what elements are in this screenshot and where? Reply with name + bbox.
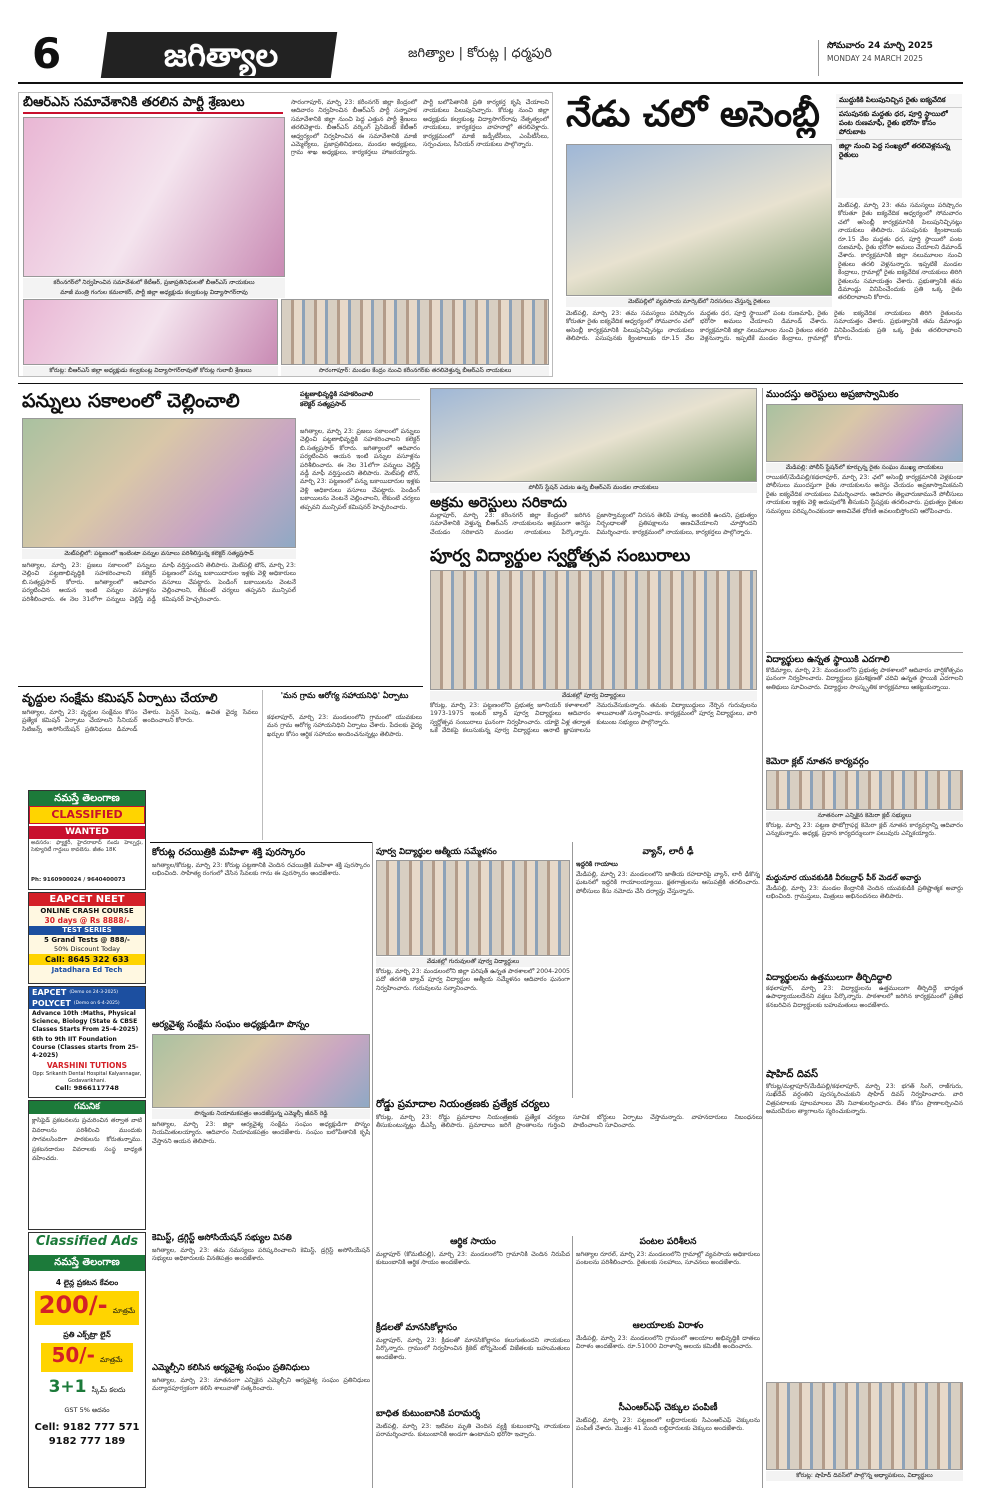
ad-classified-label: CLASSIFIED	[29, 806, 145, 824]
photo-collector	[22, 418, 296, 548]
story-body: కొడిమ్యాల, మార్చి 23: మండలంలోని ప్రభుత్వ పాఠశాలలో ఆదివారం వార్షికోత్సవం ఘనంగా నిర్వహించారు. విద్యార్థులు క్రమశిక్షణతో చదివి ఉన్నత స్థాయికి ఎదగాలని అతిథులు సూచించారు. విద్యార్థుల సాంస్కృతిక కార్యక్రమాలు ఆకట్టుకున్నాయి.	[766, 667, 963, 691]
offer-row	[29, 1376, 145, 1401]
ad-line: 30 days @ Rs 8888/-	[44, 916, 130, 925]
price-row	[41, 1343, 133, 1372]
ad-polycet	[28, 986, 146, 1098]
headline: ముందస్తు అరెస్టులు అప్రజాస్వామికం	[766, 389, 899, 400]
story-students-rise	[766, 652, 963, 752]
bullet-box	[836, 94, 962, 198]
headline: బీఆర్ఎస్ సమావేశానికి తరలిన పార్టీ శ్రేణులు	[23, 96, 283, 114]
ad-title: POLYCET	[32, 999, 71, 1008]
story-body: మల్లాపూర్, మార్చి 23: క్రీడలతో మానసికోల్లాసం కలుగుతుందని నాయకులు పేర్కొన్నారు. గ్రామంలో నిర్వహించిన క్రికెట్ టోర్నమెంట్ విజేతలకు బహుమతులు అందజేశారు.	[376, 1337, 570, 1361]
headline: ఎమ్మెల్సీని కలిసిన ఆర్యవైశ్య సంఘం ప్రతినిధులు	[152, 1363, 310, 1373]
story-body: జగిత్యాల రూరల్, మార్చి 23: మండలంలోని గ్రామాల్లో వ్యవసాయ అధికారులు పంటలను పరిశీలించారు. రైతులకు సలహాలు, సూచనలు అందజేశారు.	[576, 1251, 760, 1267]
ads-line: ప్రతి ఎక్స్‌ట్రా లైన్	[63, 1330, 111, 1339]
bullet-item: జిల్లా నుంచి పెద్ద సంఖ్యలో తరలివెళ్లనున్న రైతులు	[839, 142, 950, 159]
story-body: మేడిపల్లి, మార్చి 23: మండల కేంద్రానికి చెందిన యువకుడికి ప్రతిష్టాత్మక అవార్డు లభించింది. గ్రామస్తులు, మిత్రులు అభినందనలు తెలిపారు.	[766, 885, 963, 901]
story-alumni-meet	[376, 846, 570, 1096]
story-body: రాయికల్/మేడిపల్లి/కథలాపూర్, మార్చి 23: ఛలో అసెంబ్లీ కార్యక్రమానికి వెళ్లకుండా పోలీసులు ముందస్తుగా రైతు నాయకులను అరెస్టు చేయడం అప్రజాస్వామికమని రైతు ఐక్యవేదిక నాయకులు విమర్శించారు. ఆదివారం తెల్లవారుజామునే పోలీసులు నాయకుల ఇళ్లకు వెళ్లి అదుపులోకి తీసుకుని స్టేషన్లకు తరలించారు. ప్రభుత్వం రైతుల సమస్యలు పరిష్కరించకుండా అణచివేత ధోరణి అవలంబిస్తోందని ఆరోపించారు.	[766, 474, 963, 515]
story-crop-inspection	[576, 1236, 760, 1318]
section-title: జగిత్యాల	[163, 36, 279, 74]
photo-police-station	[430, 388, 757, 482]
ad-cell: Cell: 9866117748	[55, 1084, 119, 1092]
photo-brs-2	[23, 299, 278, 365]
bullet-item: పట్టణాభివృద్ధికి సహకరించాలి	[300, 390, 420, 400]
caption: పొన్నంకు నియామకపత్రం అందజేస్తున్న ఎమ్మెల్సీ జీవన్ రెడ్డి	[152, 1109, 370, 1119]
story-shahid-diwas	[766, 1068, 963, 1488]
ad-line: TEST SERIES	[29, 926, 145, 935]
story-camera-club	[766, 756, 963, 868]
story-body: జగిత్యాల, మార్చి 23: జిల్లా ఆర్యవైశ్య సంక్షేమ సంఘం అధ్యక్షుడిగా పొన్నం నియమితులయ్యారు. ఆదివారం నియామకపత్రం అందజేశారు. సంఘం బలోపేతానికి కృషి చేస్తానని ఆయన తెలిపారు.	[152, 1121, 370, 1145]
caption: మేడిపల్లి: పోలీస్ స్టేషన్‌లో కూర్చున్న రైతు సంఘం ముఖ్య నాయకులు	[766, 463, 963, 473]
story-body: జగిత్యాల, మార్చి 23: నూతనంగా ఎన్నికైన ఎమ్మెల్సీని ఆర్యవైశ్య సంఘం ప్రతినిధులు మర్యాదపూర్వకంగా కలిసి శాలువాతో సత్కరించారు.	[152, 1377, 370, 1393]
caption: మెట్‌పల్లిలో వ్యవసాయ మార్కెట్‌లో నిరసనలు చేస్తున్న రైతులు	[566, 297, 832, 307]
headline: ఆర్యవైశ్య సంక్షేమ సంఘం అధ్యక్షుడిగా పొన్నం	[152, 1020, 310, 1030]
ads-logo: Classified Ads	[35, 1234, 139, 1249]
headline: ఆలయాలకు విరాళం	[632, 1321, 704, 1331]
caption: పోలీస్ స్టేషన్ ఎదుట ఉన్న బీఆర్ఎస్ మండల నాయకులు	[430, 483, 757, 493]
notice-body: క్లాసిఫైడ్ ప్రకటనలను ప్రచురించిన తర్వాత వాటి వివరాలను పరిశీలించి ముందుకు సాగవలసిందిగా పాఠకులను కోరుతున్నాము. ప్రకటనదారుల వివరాలకు సంస్థ బాధ్యత వహించదు.	[32, 1117, 142, 1162]
caption: మాజీ మంత్రి గంగుల కమలాకర్, పార్టీ జిల్లా అధ్యక్షుడు కల్వకుంట్ల విద్యాసాగర్‌రావు	[23, 288, 285, 298]
story-temple-donation	[576, 1320, 760, 1400]
ad-wanted-phone: Ph: 9160900024 / 9640400073	[31, 877, 126, 883]
ad-cell: 9182 777 189	[48, 1436, 126, 1447]
story-alumni-golden	[430, 544, 757, 762]
date-telugu: సోమవారం 24 మార్చి 2025	[827, 41, 933, 51]
page-number: 6	[32, 29, 62, 78]
story-sports	[376, 1322, 570, 1406]
date-english: MONDAY 24 MARCH 2025	[827, 54, 923, 63]
divider	[18, 686, 423, 687]
story-body: కోరుట్ల, మార్చి 23: మండలంలోని జిల్లా పరిషత్ ఉన్నత పాఠశాలలో 2004-2005 పదో తరగతి బ్యాచ్ పూర్వ విద్యార్థుల ఆత్మీయ సమ్మేళనం ఆదివారం ఘనంగా నిర్వహించారు. గురువులను సన్మానించారు.	[376, 968, 570, 992]
ads-price: 50/-	[51, 1343, 95, 1367]
caption: నూతనంగా ఎన్నికైన కెమెరా క్లబ్ సభ్యులు	[766, 811, 963, 821]
photo-brs-3	[281, 299, 549, 365]
bullet-item: కలెక్టర్ సత్యప్రసాద్	[300, 400, 346, 408]
headline: బాధిత కుటుంబానికి పరామర్శ	[376, 1409, 480, 1419]
ads-unit: మాత్రమే	[112, 1307, 136, 1315]
ad-name: Jatadhara Ed Tech	[51, 966, 123, 974]
story-body: మెట్‌పల్లి, మార్చి 23: పట్టణంలో లబ్ధిదారులకు సీఎంఆర్ఎఫ్ చెక్కులను పంపిణీ చేశారు. మొత్తం 41 మంది లబ్ధిదారులకు చెక్కులు అందజేశారు.	[576, 1417, 760, 1433]
ad-title: EAPCET NEET	[29, 893, 145, 906]
ad-address: Opp: Srikanth Dental Hospital Kalyannagar, Godavarikhani.	[32, 1071, 142, 1084]
bullet-item: ముద్దుకికి పిలుపునిచ్చిన రైతు ఐక్యవేదిక	[836, 94, 962, 108]
story-body-right: జగిత్యాల, మార్చి 23: ప్రజలు సకాలంలో పన్నులు చెల్లించి పట్టణాభివృద్ధికి సహకరించాలని కలెక్టర్ బి.సత్యప్రసాద్ కోరారు. జగిత్యాలలో ఆదివారం పర్యటించిన ఆయన ఇంటి పన్నుల వసూళ్లను పరిశీలించారు. ఈ నెల 31లోగా పన్నులు చెల్లిస్తే వడ్డీ మాఫీ వర్తిస్తుందని తెలిపారు. మెట్‌పల్లి టౌన్, మార్చి 23: పట్టణంలో పన్ను బకాయిదారుల ఇళ్లకు వెళ్లి అధికారులు వసూలు చేపట్టారు. పెండింగ్ బకాయిలను వెంటనే చెల్లించాలని, లేకుంటే చర్యలు తప్పవని మున్సిపల్ కమిషనర్ హెచ్చరించారు.	[300, 428, 420, 511]
ads-brand: నమస్తే తెలంగాణ	[29, 1255, 145, 1271]
ads-line: 4 లైన్ల ప్రకటన కేవలం	[55, 1278, 119, 1287]
headline: విద్యార్థులను ఉత్తములుగా తీర్చిదిద్దాలి	[766, 973, 892, 983]
story-elderly-commission	[18, 690, 258, 786]
headline: వృద్ధుల సంక్షేమ కమిషన్ ఏర్పాటు చేయాలి	[22, 691, 218, 705]
ad-call: Call: 8645 322 633	[29, 954, 145, 965]
ad-title: EAPCET	[32, 988, 67, 997]
caption: కోరుట్ల: షాహిద్ దివస్‌లో పాల్గొన్న అధ్యాపకులు, విద్యార్థులు	[766, 1471, 963, 1481]
story-village-health-fund	[262, 690, 423, 840]
photo-alumni	[430, 570, 757, 690]
masthead-subtitle: జగిత్యాల | కోరుట్ల | ధర్మపురి	[408, 46, 552, 61]
ad-wanted-text: అవసరం: ఫ్యాక్టరీ, హైదరాబాద్ నందు హెల్పర్లు, సెక్యూరిటీ గార్డులు కావలెను. జీతం 18K	[31, 840, 143, 853]
story-body: కథలాపూర్, మార్చి 23: మండలంలోని గ్రామంలో యువకులు మన గ్రామ ఆరోగ్య సహాయనిధిని ఏర్పాటు చేశారు. పేదలకు వైద్య ఖర్చుల కోసం ఆర్థిక సహాయం అందించనున్నట్లు తెలిపారు.	[267, 714, 422, 738]
headline: పూర్వ విద్యార్థుల ఆత్మీయ సమ్మేళనం	[376, 847, 497, 857]
story-illegal-arrests	[430, 388, 757, 538]
headline: క్రీడలతో మానసికోల్లాసం	[376, 1323, 458, 1333]
headline: సీఎంఆర్ఎఫ్ చెక్కుల పంపిణీ	[618, 1403, 718, 1413]
headline: నేడు చలో అసెంబ్లీ	[566, 94, 820, 135]
ads-price: 200/-	[38, 1291, 108, 1319]
ad-body: Advance 10th :Maths, Physical Science, Biology (State & CBSE Classes Starts From 25-4-2025)	[32, 1010, 139, 1033]
column-divider	[572, 1236, 573, 1488]
headline: పంటల పరిశీలన	[639, 1237, 697, 1247]
headline: అక్రమ అరెస్టులు సరికాదు	[430, 495, 568, 511]
story-body: కోరుట్ల, మార్చి 23: రోడ్డు ప్రమాదాల నియంత్రణకు ప్రత్యేక చర్యలు తీసుకుంటున్నట్లు డీఎస్పీ తెలిపారు. ప్రమాదాలు జరిగే ప్రాంతాలను గుర్తించి సూచిక బోర్డులు ఏర్పాటు చేస్తామన్నారు. వాహనదారులు నిబంధనలు పాటించాలని సూచించారు.	[376, 1114, 762, 1130]
headline: షాహిద్ దివస్	[766, 1069, 819, 1080]
caption: సారంగాపూర్: మండల కేంద్రం నుంచి కరీంనగర్‌కు తరలివెళ్తున్న బీఆర్ఎస్ నాయకులు	[281, 366, 549, 376]
story-van-lorry	[576, 846, 760, 1096]
ads-offer: 3+1	[48, 1377, 87, 1397]
story-taxes	[18, 388, 423, 680]
ad-classified-rates	[28, 1232, 146, 1488]
divider	[18, 383, 963, 384]
ads-unit: మాత్రమే	[100, 1356, 123, 1364]
headline: పన్నులు సకాలంలో చెల్లించాలి	[22, 390, 240, 412]
story-body: జగిత్యాల, మార్చి 23: ప్రజలు సకాలంలో పన్నులు చెల్లించి పట్టణాభివృద్ధికి సహకరించాలని కలెక్టర్ బి.సత్యప్రసాద్ కోరారు. జగిత్యాలలో ఆదివారం పర్యటించిన ఆయన ఇంటి పన్నుల వసూళ్లను పరిశీలించారు. ఈ నెల 31లోగా పన్నులు చెల్లిస్తే వడ్డీ మాఫీ వర్తిస్తుందని తెలిపారు. మెట్‌పల్లి టౌన్, మార్చి 23: పట్టణంలో పన్ను బకాయిదారుల ఇళ్లకు వెళ్లి అధికారులు వసూలు చేపట్టారు. పెండింగ్ బకాయిలను వెంటనే చెల్లించాలని, లేకుంటే చర్యలు తప్పవని మున్సిపల్ కమిషనర్ హెచ్చరించారు.	[22, 562, 296, 603]
story-body: జగిత్యాల/కోరుట్ల, మార్చి 23: కోరుట్ల పట్టణానికి చెందిన రచయిత్రికి మహిళా శక్తి పురస్కారం లభించింది. సాహిత్య రంగంలో చేసిన సేవలకు గాను ఈ పురస్కారం అందజేశారు.	[152, 862, 370, 878]
caption: కరీంనగర్‌లో నిర్వహించిన సమావేశంలో కేటీఆర్, ప్రజాప్రతినిధులతో బీఆర్ఎస్ నాయకులు	[23, 278, 285, 288]
headline: మద్దునూర యువకుడికి వీరబద్రాఫ్ పీఠ్ మెడల్ అవార్డు	[766, 873, 921, 882]
story-body: మేడిపల్లి, మార్చి 23: మండలంలోని గ్రామంలో ఆలయాల అభివృద్ధికి దాతలు విరాళం అందజేశారు. రూ.51000 విరాళాన్ని ఆలయ కమిటీకి అందించారు.	[576, 1335, 760, 1351]
story-financial-aid	[376, 1236, 570, 1320]
story-body: మల్లాపూర్ (కోమటిపల్లి), మార్చి 23: మండలంలోని గ్రామానికి చెందిన నిరుపేద కుటుంబానికి ఆర్థిక సాయం అందజేశారు.	[376, 1251, 570, 1267]
ad-line: 50% Discount Today	[54, 945, 120, 953]
ad-note: (Demo on 6-4-2025)	[73, 1001, 120, 1006]
headline: కెమెరా క్లబ్ నూతన కార్యవర్గం	[766, 757, 869, 767]
story-aryavysya-president	[152, 1018, 370, 1230]
ad-varshini: VARSHINI TUTIONS	[46, 1061, 128, 1070]
story-body-continued: మెట్‌పల్లి, మార్చి 23: తమ సమస్యలు పరిష్కారం కోరుతూ రైతు ఐక్యవేదిక ఆధ్వర్యంలో సోమవారం చలో అసెంబ్లీ కార్యక్రమానికి పిలుపునిచ్చినట్లు నాయకులు తెలిపారు. పసుపునకు క్వింటాలుకు రూ.15 వేల మద్దతు ధర, పూర్తి స్థాయిలో పంట రుణమాఫీ, రైతు భరోసా అమలు చేయాలని డిమాండ్ చేశారు. కార్యక్రమానికి జిల్లా నలుమూలల నుంచి రైతులు తరలి వెళ్లనున్నారు. ఇప్పటికే మండల కేంద్రాలు, గ్రామాల్లో రైతు ఐక్యవేదిక నాయకులు తిరిగి రైతులను సమాయత్తం చేశారు. ప్రభుత్వానికి తమ డిమాండ్లు వినిపించేందుకు ప్రతి ఒక్క రైతు తరలిరావాలని కోరారు.	[838, 202, 962, 302]
story-medal-award	[766, 872, 963, 970]
story-body: జగిత్యాల, మార్చి 23: తమ సమస్యలు పరిష్కరించాలని కెమిస్ట్, డ్రగ్గిస్ట్ అసోసియేషన్ సభ్యులు అధికారులకు వినతిపత్రం అందజేశారు.	[152, 1247, 370, 1263]
photo-aryavysya	[152, 1034, 370, 1108]
ad-note: (Demo on 24-3-2025)	[69, 990, 118, 995]
story-body: మెట్‌పల్లి, మార్చి 23: ఇటీవల మృతి చెందిన వ్యక్తి కుటుంబాన్ని నాయకులు పరామర్శించారు. కుటుంబానికి అండగా ఉంటామని భరోసా ఇచ్చారు.	[376, 1423, 570, 1439]
bullet-item: పసుపునకు మద్దతు ధర, పూర్తి స్థాయిలో పంట రుణమాఫీ, రైతు భరోసా కోసం పోరుబాట	[836, 108, 962, 140]
ad-brand: నమస్తే తెలంగాణ	[29, 791, 145, 806]
ads-offer-note: స్కీమ్ కలదు	[91, 1386, 126, 1394]
column-divider	[762, 388, 763, 1488]
photo-farmers-protest	[566, 144, 832, 296]
subhead: ఇద్దరికి గాయాలు	[576, 860, 618, 868]
caption: వేడుకల్లో పూర్వ విద్యార్థులు	[430, 691, 757, 701]
ad-notice	[28, 1100, 146, 1230]
story-body: మేడిపల్లి, మార్చి 23: మండలంలోని జాతీయ రహదారిపై వ్యాన్, లారీ ఢీకొన్న ఘటనలో ఇద్దరికి గాయాలయ్యాయి. క్షతగాత్రులను ఆసుపత్రికి తరలించారు. పోలీసులు కేసు నమోదు చేసి దర్యాప్తు చేస్తున్నారు.	[576, 871, 760, 895]
ad-cell: Cell: 9182 777 571	[34, 1422, 140, 1433]
bullet-box	[300, 390, 420, 426]
divider	[150, 842, 372, 843]
story-body: మల్లాపూర్, మార్చి 23: కరీంనగర్ జిల్లా కేంద్రంలో జరిగిన సమావేశానికి వెళ్తున్న బీఆర్ఎస్ నాయకులను అక్రమంగా అరెస్టు చేయడం సరికాదని మండల నాయకులు పేర్కొన్నారు. ప్రజాస్వామ్యంలో నిరసన తెలిపే హక్కు అందరికీ ఉందని, ప్రభుత్వం నిర్బంధాలతో ప్రతిపక్షాలను అణచివేయాలని చూస్తోందని విమర్శించారు. కార్యక్రమంలో నాయకులు, కార్యకర్తలు పాల్గొన్నారు.	[430, 512, 757, 536]
masthead-date	[818, 40, 963, 76]
story-body: కోరుట్ల/మల్లాపూర్/మేడిపల్లి/కథలాపూర్, మార్చి 23: భగత్ సింగ్, రాజ్‌గురు, సుఖ్‌దేవ్ వర్ధంతిని పురస్కరించుకుని షాహిద్ దివస్ నిర్వహించారు. వారి చిత్రపటాలకు పూలమాలలు వేసి నివాళులర్పించారు. దేశం కోసం ప్రాణాలర్పించిన అమరవీరుల త్యాగాలను స్మరించుకున్నారు.	[766, 1083, 963, 1116]
caption: మెట్‌పల్లిలో: పట్టణంలో ఇంటింటా పన్నుల వసూలు పరిశీలిస్తున్న కలెక్టర్ సత్యప్రసాద్	[22, 549, 296, 559]
ad-title-row	[29, 987, 145, 998]
story-road-accidents	[376, 1098, 762, 1234]
story-preemptive-arrests	[766, 388, 963, 650]
price-row	[35, 1291, 139, 1325]
story-body: జగిత్యాల, మార్చి 23: వృద్ధుల సంక్షేమం కోసం ప్రత్యేక కమిషన్ ఏర్పాటు చేయాలని సీనియర్ సిటిజన్స్ అసోసియేషన్ ప్రతినిధులు డిమాండ్ చేశారు. పెన్షన్ పెంపు, ఉచిత వైద్య సేవలు అందించాలని కోరారు.	[22, 709, 258, 733]
headline: కోరుట్ల రచయిత్రికి మహిళా శక్తి పురస్కారం	[152, 847, 306, 858]
column-divider	[572, 842, 573, 1098]
headline: విద్యార్థులు ఉన్నత స్థాయికి ఎదగాలి	[766, 652, 963, 667]
ad-line: ONLINE CRASH COURSE	[40, 907, 134, 915]
headline: ఆర్థిక సాయం	[450, 1237, 496, 1247]
headline: కెమిస్ట్, డ్రగ్గిస్ట్ అసోసియేషన్ సభ్యుల వినతి	[152, 1233, 292, 1243]
headline: వ్యాన్, లారీ ఢీ	[642, 847, 694, 857]
photo-shahid-diwas	[766, 1382, 963, 1470]
headline: రోడ్డు ప్రమాదాల నియంత్రణకు ప్రత్యేక చర్యలు	[376, 1099, 550, 1110]
story-cmrf-cheques	[576, 1402, 760, 1488]
photo-brs-1	[23, 117, 285, 277]
ad-title-row	[29, 998, 145, 1009]
story-brs-meeting	[18, 92, 553, 377]
masthead	[18, 26, 963, 84]
photo-camera-club	[766, 770, 963, 810]
story-body: కోరుట్ల, మార్చి 23: పట్టణంలోని ప్రభుత్వ జూనియర్ కళాశాలలో 1973-1975 ఇంటర్ బ్యాచ్ పూర్వ విద్యార్థులు ఆదివారం స్వర్ణోత్సవ సంబురాలు ఘనంగా నిర్వహించారు. యాభై ఏళ్ల తర్వాత ఒకే వేదికపై కలుసుకున్న పూర్వ విద్యార్థులు ఆనాటి జ్ఞాపకాలను నెమరువేసుకున్నారు. తమకు విద్యాబుద్ధులు నేర్పిన గురువులను శాలువాలతో సన్మానించారు. కార్యక్రమంలో పూర్వ విద్యార్థులు, వారి కుటుంబ సభ్యులు పాల్గొన్నారు.	[430, 702, 757, 735]
ad-line: 5 Grand Tests @ 888/-	[44, 936, 130, 944]
story-mlc-meet	[152, 1362, 370, 1488]
headline: పూర్వ విద్యార్థుల స్వర్ణోత్సవ సంబురాలు	[430, 546, 691, 566]
photo-arrested-leaders	[766, 404, 963, 462]
classified-ad-namaste	[28, 790, 146, 890]
ad-body: 6th to 9th IIT Foundation Course (Classes starts from 25-4-2025)	[32, 1036, 139, 1059]
notice-title: గమనిక	[29, 1101, 145, 1114]
photo-alumni-meet	[376, 860, 570, 956]
ad-wanted-label: WANTED	[29, 826, 145, 839]
story-body: మెట్‌పల్లి, మార్చి 23: తమ సమస్యలు పరిష్కారం కోరుతూ రైతు ఐక్యవేదిక ఆధ్వర్యంలో సోమవారం చలో అసెంబ్లీ కార్యక్రమానికి పిలుపునిచ్చినట్లు నాయకులు తెలిపారు. పసుపునకు క్వింటాలుకు రూ.15 వేల మద్దతు ధర, పూర్తి స్థాయిలో పంట రుణమాఫీ, రైతు భరోసా అమలు చేయాలని డిమాండ్ చేశారు. కార్యక్రమానికి జిల్లా నలుమూలల నుంచి రైతులు తరలి వెళ్లనున్నారు. ఇప్పటికే మండల కేంద్రాలు, గ్రామాల్లో రైతు ఐక్యవేదిక నాయకులు తిరిగి రైతులను సమాయత్తం చేశారు. ప్రభుత్వానికి తమ డిమాండ్లు వినిపించేందుకు ప్రతి ఒక్క రైతు తరలిరావాలని కోరారు.	[566, 310, 962, 343]
story-students-best	[766, 972, 963, 1064]
ad-eapcet-neet	[28, 892, 146, 984]
gst-note: GST 5% అదనం	[64, 1406, 110, 1414]
story-chemists	[152, 1232, 370, 1360]
story-writer-award	[152, 846, 370, 1016]
caption: వేడుకల్లో గురువులతో పూర్వ విద్యార్థులు	[376, 957, 570, 967]
story-condolence	[376, 1408, 570, 1488]
story-body: కోరుట్ల, మార్చి 23: పట్టణ ఫొటోగ్రాఫర్ల కెమెరా క్లబ్ నూతన కార్యవర్గాన్ని ఆదివారం ఎన్నుకున్నారు. అధ్యక్ష, ప్రధాన కార్యదర్శులుగా పలువురు ఎన్నికయ్యారు.	[766, 822, 963, 838]
story-chalo-assembly	[560, 92, 963, 377]
column-divider	[372, 842, 373, 1488]
headline: 'మన గ్రామ ఆరోగ్య సహాయనిధి' ఏర్పాటు	[280, 691, 409, 700]
caption: కోరుట్ల: బీఆర్ఎస్ జిల్లా అధ్యక్షుడు కల్వకుంట్ల విద్యాసాగర్‌రావుతో కోరుట్ల గులాబీ శ్రేణులు	[23, 366, 278, 376]
story-body: కథలాపూర్, మార్చి 23: విద్యార్థులను ఉత్తములుగా తీర్చిదిద్దే బాధ్యత ఉపాధ్యాయులదేనని వక్తలు పేర్కొన్నారు. పాఠశాలలో జరిగిన కార్యక్రమంలో ప్రతిభ కనబరిచిన విద్యార్థులకు బహుమతులు అందజేశారు.	[766, 985, 963, 1009]
story-body: సారంగాపూర్, మార్చి 23: కరీంనగర్ జిల్లా కేంద్రంలో ఆదివారం నిర్వహించిన బీఆర్ఎస్ పార్టీ సన్నాహక సమావేశానికి జిల్లా నుంచి పెద్ద ఎత్తున పార్టీ శ్రేణులు తరలివెళ్లారు. బీఆర్ఎస్ వర్కింగ్ ప్రెసిడెంట్ కేటీఆర్ ఆధ్వర్యంలో నిర్వహించిన ఈ సమావేశానికి మాజీ ఎమ్మెల్యేలు, ప్రజాప్రతినిధులు, మండల అధ్యక్షులు, గ్రామ శాఖ అధ్యక్షులు, కార్యకర్తలు హాజరయ్యారు. పార్టీ బలోపేతానికి ప్రతి కార్యకర్త కృషి చేయాలని నాయకులు పిలుపునిచ్చారు. కోరుట్ల నుంచి జిల్లా అధ్యక్షుడు కల్వకుంట్ల విద్యాసాగర్‌రావు నేతృత్వంలో నాయకులు, కార్యకర్తలు వాహనాల్లో తరలివెళ్లారు. కార్యక్రమంలో మాజీ జడ్పీటీసీలు, ఎంపీటీసీలు, సర్పంచులు, సీనియర్ నాయకులు పాల్గొన్నారు.	[291, 99, 549, 157]
